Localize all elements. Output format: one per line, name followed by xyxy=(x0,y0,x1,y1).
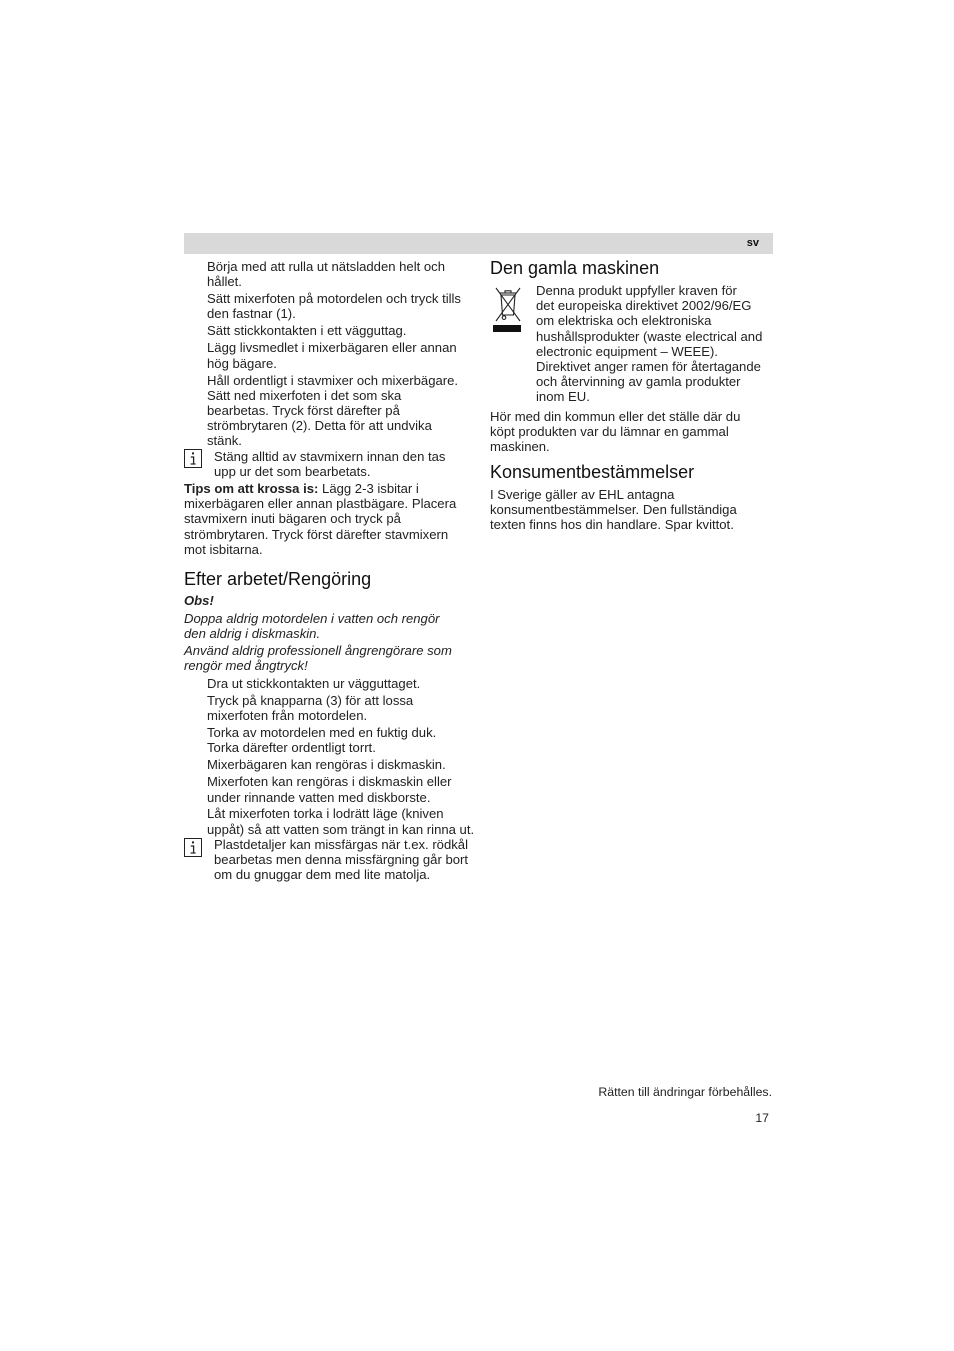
text-line: Torka av motordelen med en fuktig duk. xyxy=(207,725,437,741)
disposal-heading: Den gamla maskinen xyxy=(490,258,660,278)
cleaning-step xyxy=(207,693,474,723)
text-line: texten finns hos din handlare. Spar kvittot. xyxy=(490,517,734,533)
usage-step xyxy=(207,373,461,449)
info-note-discoloration xyxy=(214,837,468,883)
text-line: stavmixern inuti bägaren och tryck på xyxy=(184,511,401,527)
tip-label: Tips om att krossa is: xyxy=(184,481,319,496)
text-line: köpt produkten var du lämnar en gammal xyxy=(490,424,729,440)
text-line: Mixerfoten kan rengöras i diskmaskin eller xyxy=(207,774,452,790)
tip-continuation xyxy=(184,496,456,557)
info-icon xyxy=(184,449,202,468)
info-note-switch-off xyxy=(214,449,445,479)
warning-label: Obs! xyxy=(184,593,214,608)
text-line: I Sverige gäller av EHL antagna xyxy=(490,487,675,502)
language-code: sv xyxy=(746,237,759,249)
text-line: uppåt) så att vatten som trängt in kan rinna ut. xyxy=(207,821,475,837)
text-line: Denna produkt uppfyller kraven för xyxy=(536,283,737,298)
text-line: strömbrytaren (2). Detta för att undvika xyxy=(207,418,432,434)
warning-item xyxy=(184,643,452,673)
text-line: bearbetas men denna missfärgning går bort xyxy=(214,852,469,868)
text-line: om elektriska och elektroniska xyxy=(536,313,712,329)
usage-step xyxy=(207,291,461,321)
text-line: mot isbitarna. xyxy=(184,541,263,557)
text-line: mixerbägaren eller annan plastbägare. Placera xyxy=(184,496,457,512)
text-line: bearbetas. Tryck först därefter på xyxy=(207,402,400,418)
text-line: och återvinning av gamla produkter xyxy=(536,374,741,390)
text-line: stänk. xyxy=(207,433,242,449)
warning-list xyxy=(184,611,452,674)
text-line: Mixerbägaren kan rengöras i diskmaskin. xyxy=(207,757,446,773)
text-line: Stäng alltid av stavmixern innan den tas xyxy=(214,449,446,464)
text-line: Direktivet anger ramen för återtagande xyxy=(536,358,761,374)
text-line: den fastnar (1). xyxy=(207,306,296,322)
usage-step xyxy=(207,323,461,338)
text-line: Lägg livsmedlet i mixerbägaren eller annan xyxy=(207,340,457,356)
text-line: Sätt stickkontakten i ett vägguttag. xyxy=(207,323,407,339)
consumer-rights-text xyxy=(490,487,737,533)
text-line: Doppa aldrig motordelen i vatten och rengör xyxy=(184,611,440,626)
info-icon xyxy=(184,838,202,857)
consumer-heading: Konsumentbestämmelser xyxy=(490,462,695,482)
text-line: konsumentbestämmelser. Den fullständiga xyxy=(490,502,737,518)
cleaning-step xyxy=(207,774,474,804)
text-line: Låt mixerfoten torka i lodrätt läge (kniven xyxy=(207,806,444,822)
text-line: strömbrytaren. Tryck först därefter stavmixern xyxy=(184,526,449,542)
text-line: hållet. xyxy=(207,274,242,290)
text-line: hög bägare. xyxy=(207,355,277,371)
text-line: Hör med din kommun eller det ställe där du xyxy=(490,409,741,424)
text-line: Börja med att rulla ut nätsladden helt och xyxy=(207,259,446,274)
text-line: maskinen. xyxy=(490,439,550,455)
text-line: Använd aldrig professionell ångrengörare som xyxy=(184,643,452,659)
weee-crossed-out-bin-icon xyxy=(490,284,524,334)
header-bar xyxy=(184,233,773,254)
text-line: Plastdetaljer kan missfärgas när t.ex. rödkål xyxy=(214,837,468,852)
text-line: Håll ordentligt i stavmixer och mixerbägare. xyxy=(207,372,459,388)
cleaning-heading: Efter arbetet/Rengöring xyxy=(184,569,372,589)
tip-first-line xyxy=(184,481,456,496)
cleaning-step xyxy=(207,725,474,755)
text-line: Sätt mixerfoten på motordelen och tryck tills xyxy=(207,291,461,307)
cleaning-steps xyxy=(207,676,474,837)
text-line: den aldrig i diskmaskin. xyxy=(184,626,321,642)
usage-steps xyxy=(207,259,461,448)
text-line: mixerfoten från motordelen. xyxy=(207,708,368,724)
text-line: Sätt ned mixerfoten i det som ska xyxy=(207,387,402,403)
tip-text: Lägg 2-3 isbitar i xyxy=(322,481,419,496)
cleaning-step xyxy=(207,757,474,772)
text-line: rengör med ångtryck! xyxy=(184,658,308,674)
tip-crushing-ice xyxy=(184,481,456,557)
text-line: hushållsprodukter (waste electrical and xyxy=(536,328,763,344)
text-line: inom EU. xyxy=(536,389,590,405)
warning-item xyxy=(184,611,452,641)
text-line: Dra ut stickkontakten ur vägguttaget. xyxy=(207,676,421,691)
text-line: upp ur det som bearbetats. xyxy=(214,464,371,480)
weee-notice xyxy=(536,283,762,405)
footer-disclaimer: Rätten till ändringar förbehålles. xyxy=(598,1085,772,1099)
cleaning-step xyxy=(207,676,474,691)
cleaning-step xyxy=(207,806,474,836)
text-line: det europeiska direktivet 2002/96/EG xyxy=(536,298,752,314)
text-line: om du gnuggar dem med lite matolja. xyxy=(214,867,431,883)
page-number: 17 xyxy=(755,1111,769,1125)
text-line: Tryck på knapparna (3) för att lossa xyxy=(207,692,414,708)
usage-step xyxy=(207,259,461,289)
disposal-instructions xyxy=(490,409,740,455)
usage-step xyxy=(207,340,461,370)
text-line: under rinnande vatten med diskborste. xyxy=(207,789,431,805)
text-line: Torka därefter ordentligt torrt. xyxy=(207,740,376,756)
text-line: electronic equipment – WEEE). xyxy=(536,343,718,359)
